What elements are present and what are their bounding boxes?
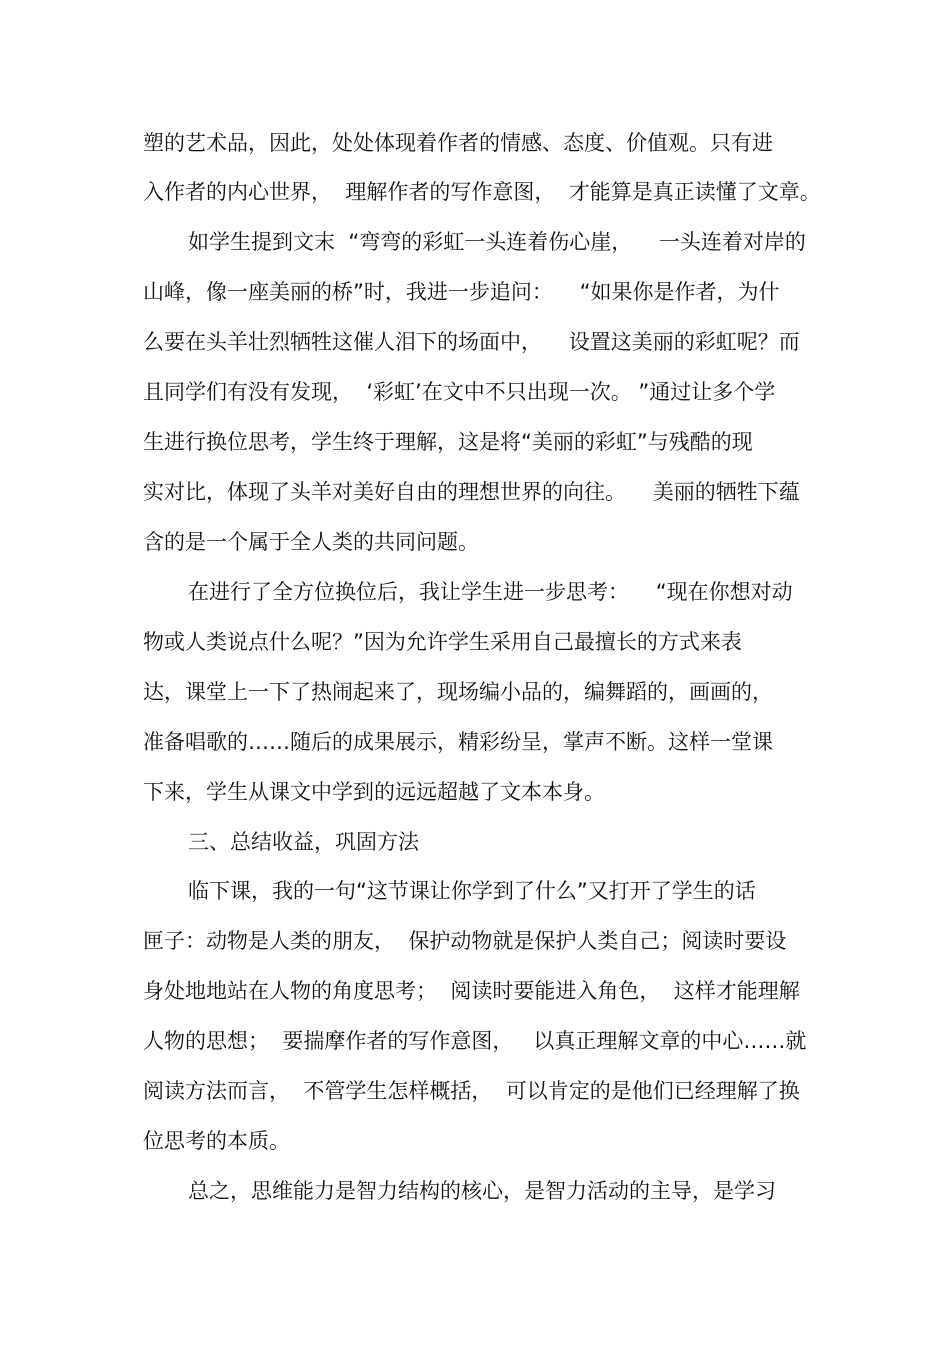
text-line: 阅读方法而言， 不管学生怎样概括， 可以肯定的是他们已经理解了换: [143, 1079, 800, 1103]
text-line: 临下课，我的一句“这节课让你学到了什么”又打开了学生的话: [188, 879, 756, 903]
text-line: 在进行了全方位换位后，我让学生进一步思考： “现在你想对动: [188, 580, 793, 604]
text-line: 总之，思维能力是智力结构的核心，是智力活动的主导，是学习: [188, 1179, 776, 1203]
text-line: 含的是一个属于全人类的共同问题。: [143, 530, 479, 554]
text-line: 位思考的本质。: [143, 1129, 290, 1153]
text-line: 下来，学生从课文中学到的远远超越了文本本身。: [143, 780, 605, 804]
text-line: 匣子：动物是人类的朋友， 保护动物就是保护人类自己；阅读时要设: [143, 929, 787, 953]
text-line: 准备唱歌的……随后的成果展示，精彩纷呈，掌声不断。这样一堂课: [143, 730, 773, 754]
section-heading: 三、总结收益，巩固方法: [188, 830, 419, 854]
text-line: 且同学们有没有发现， ‘彩虹’在文中不只出现一次。 ”通过让多个学: [143, 380, 776, 404]
text-line: 塑的艺术品，因此，处处体现着作者的情感、态度、价值观。只有进: [143, 131, 773, 155]
text-line: 身处地地站在人物的角度思考； 阅读时要能进入角色， 这样才能理解: [143, 979, 800, 1003]
text-line: 山峰，像一座美丽的桥”时，我进一步追问： “如果你是作者，为什: [143, 280, 780, 304]
text-line: 生进行换位思考，学生终于理解，这是将“美丽的彩虹”与残酷的现: [143, 430, 753, 454]
text-line: 么要在头羊壮烈牺牲这催人泪下的场面中， 设置这美丽的彩虹呢？而: [143, 330, 800, 354]
text-line: 人物的思想； 要揣摩作者的写作意图， 以真正理解文章的中心……就: [143, 1029, 807, 1053]
text-line: 达，课堂上一下了热闹起来了，现场编小品的，编舞蹈的，画画的，: [143, 680, 773, 704]
text-line: 入作者的内心世界， 理解作者的写作意图， 才能算是真正读懂了文章。: [143, 180, 821, 204]
text-line: 如学生提到文末 “弯弯的彩虹一头连着伤心崖， 一头连着对岸的: [188, 230, 806, 254]
text-line: 实对比，体现了头羊对美好自由的理想世界的向往。 美丽的牺牲下蕴: [143, 480, 800, 504]
text-line: 物或人类说点什么呢？”因为允许学生采用自己最擅长的方式来表: [143, 630, 742, 654]
